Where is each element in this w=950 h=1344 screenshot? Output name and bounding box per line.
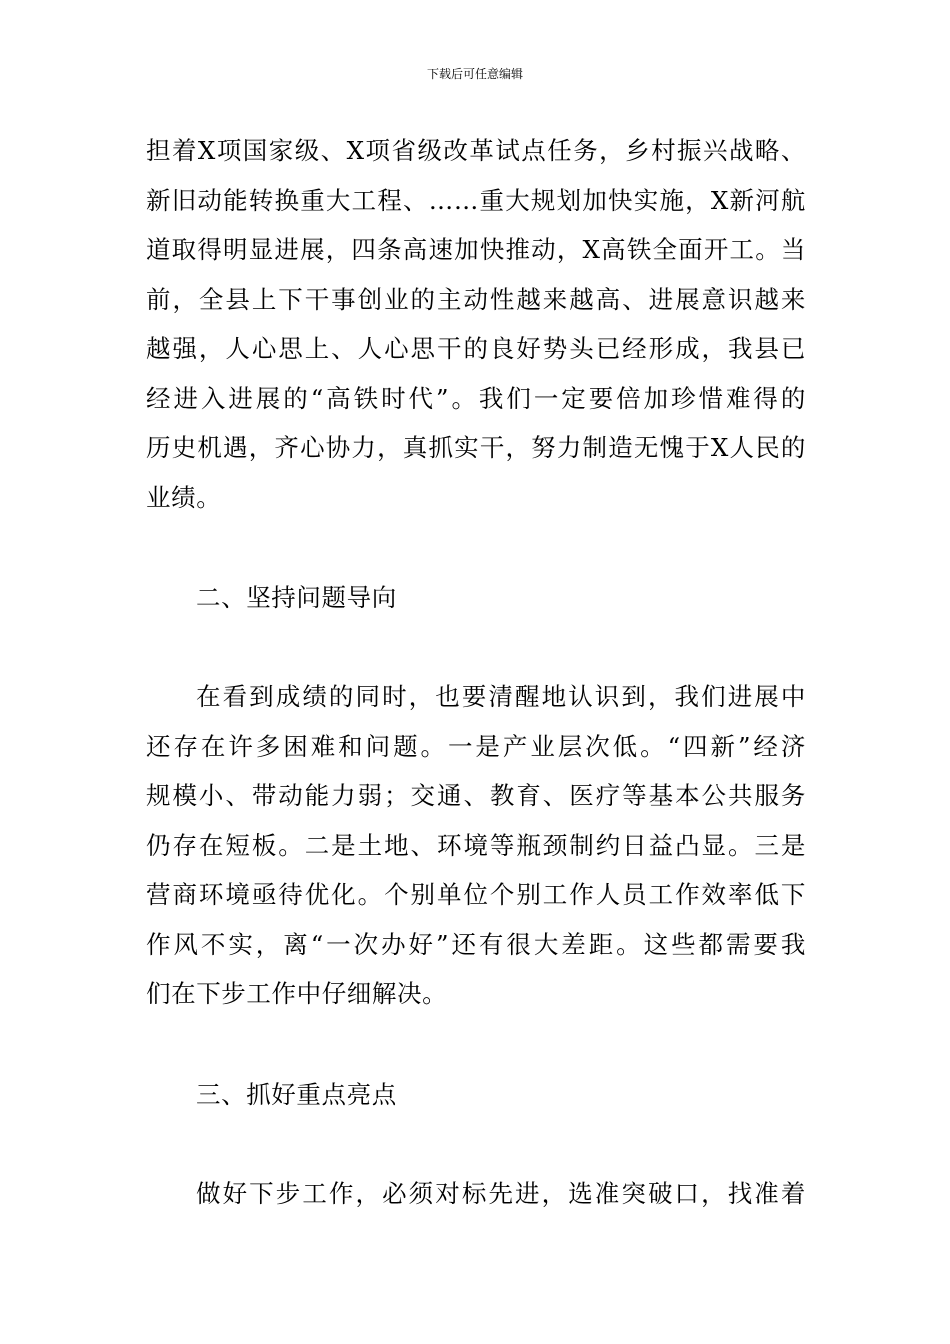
paragraph-problems [146, 672, 806, 1019]
text-line: 作风不实，离“一次办好”还有很大差距。这些都需要我 [146, 929, 806, 959]
text-line: 做好下步工作，必须对标先进，选准突破口，找准着 [196, 1179, 806, 1208]
section-heading-3: 三、抓好重点亮点 [196, 1080, 397, 1109]
text-line: 营商环境亟待优化。个别单位个别工作人员工作效率低下 [146, 880, 806, 909]
text-line: 们在下步工作中仔细解决。 [146, 979, 448, 1008]
text-line: 新旧动能转换重大工程、……重大规划加快实施，X新河航 [146, 185, 806, 215]
text-line: 业绩。 [146, 482, 222, 512]
paragraph-key-points [146, 1169, 806, 1219]
text-line: 越强，人心思上、人心思干的良好势头已经形成，我县已 [146, 334, 806, 363]
text-line: 担着X项国家级、X项省级改革试点任务，乡村振兴战略、 [146, 136, 806, 165]
text-line: 道取得明显进展，四条高速加快推动，X高铁全面开工。当 [146, 235, 806, 264]
text-line: 历史机遇，齐心协力，真抓实干，努力制造无愧于X人民的 [146, 433, 806, 462]
text-line: 前，全县上下干事创业的主动性越来越高、进展意识越来 [146, 284, 806, 314]
text-line: 在看到成绩的同时，也要清醒地认识到，我们进展中 [196, 682, 806, 711]
text-line: 仍存在短板。二是土地、环境等瓶颈制约日益凸显。三是 [146, 830, 806, 860]
text-line: 规模小、带动能力弱；交通、教育、医疗等基本公共服务 [146, 781, 806, 810]
paragraph-continuation [146, 126, 806, 522]
text-line: 经进入进展的“高铁时代”。我们一定要倍加珍惜难得的 [146, 383, 806, 413]
section-heading-2: 二、坚持问题导向 [196, 583, 397, 612]
page-header: 下载后可任意编辑 [426, 67, 523, 81]
text-line: 还存在许多困难和问题。一是产业层次低。“四新”经济 [146, 731, 806, 761]
